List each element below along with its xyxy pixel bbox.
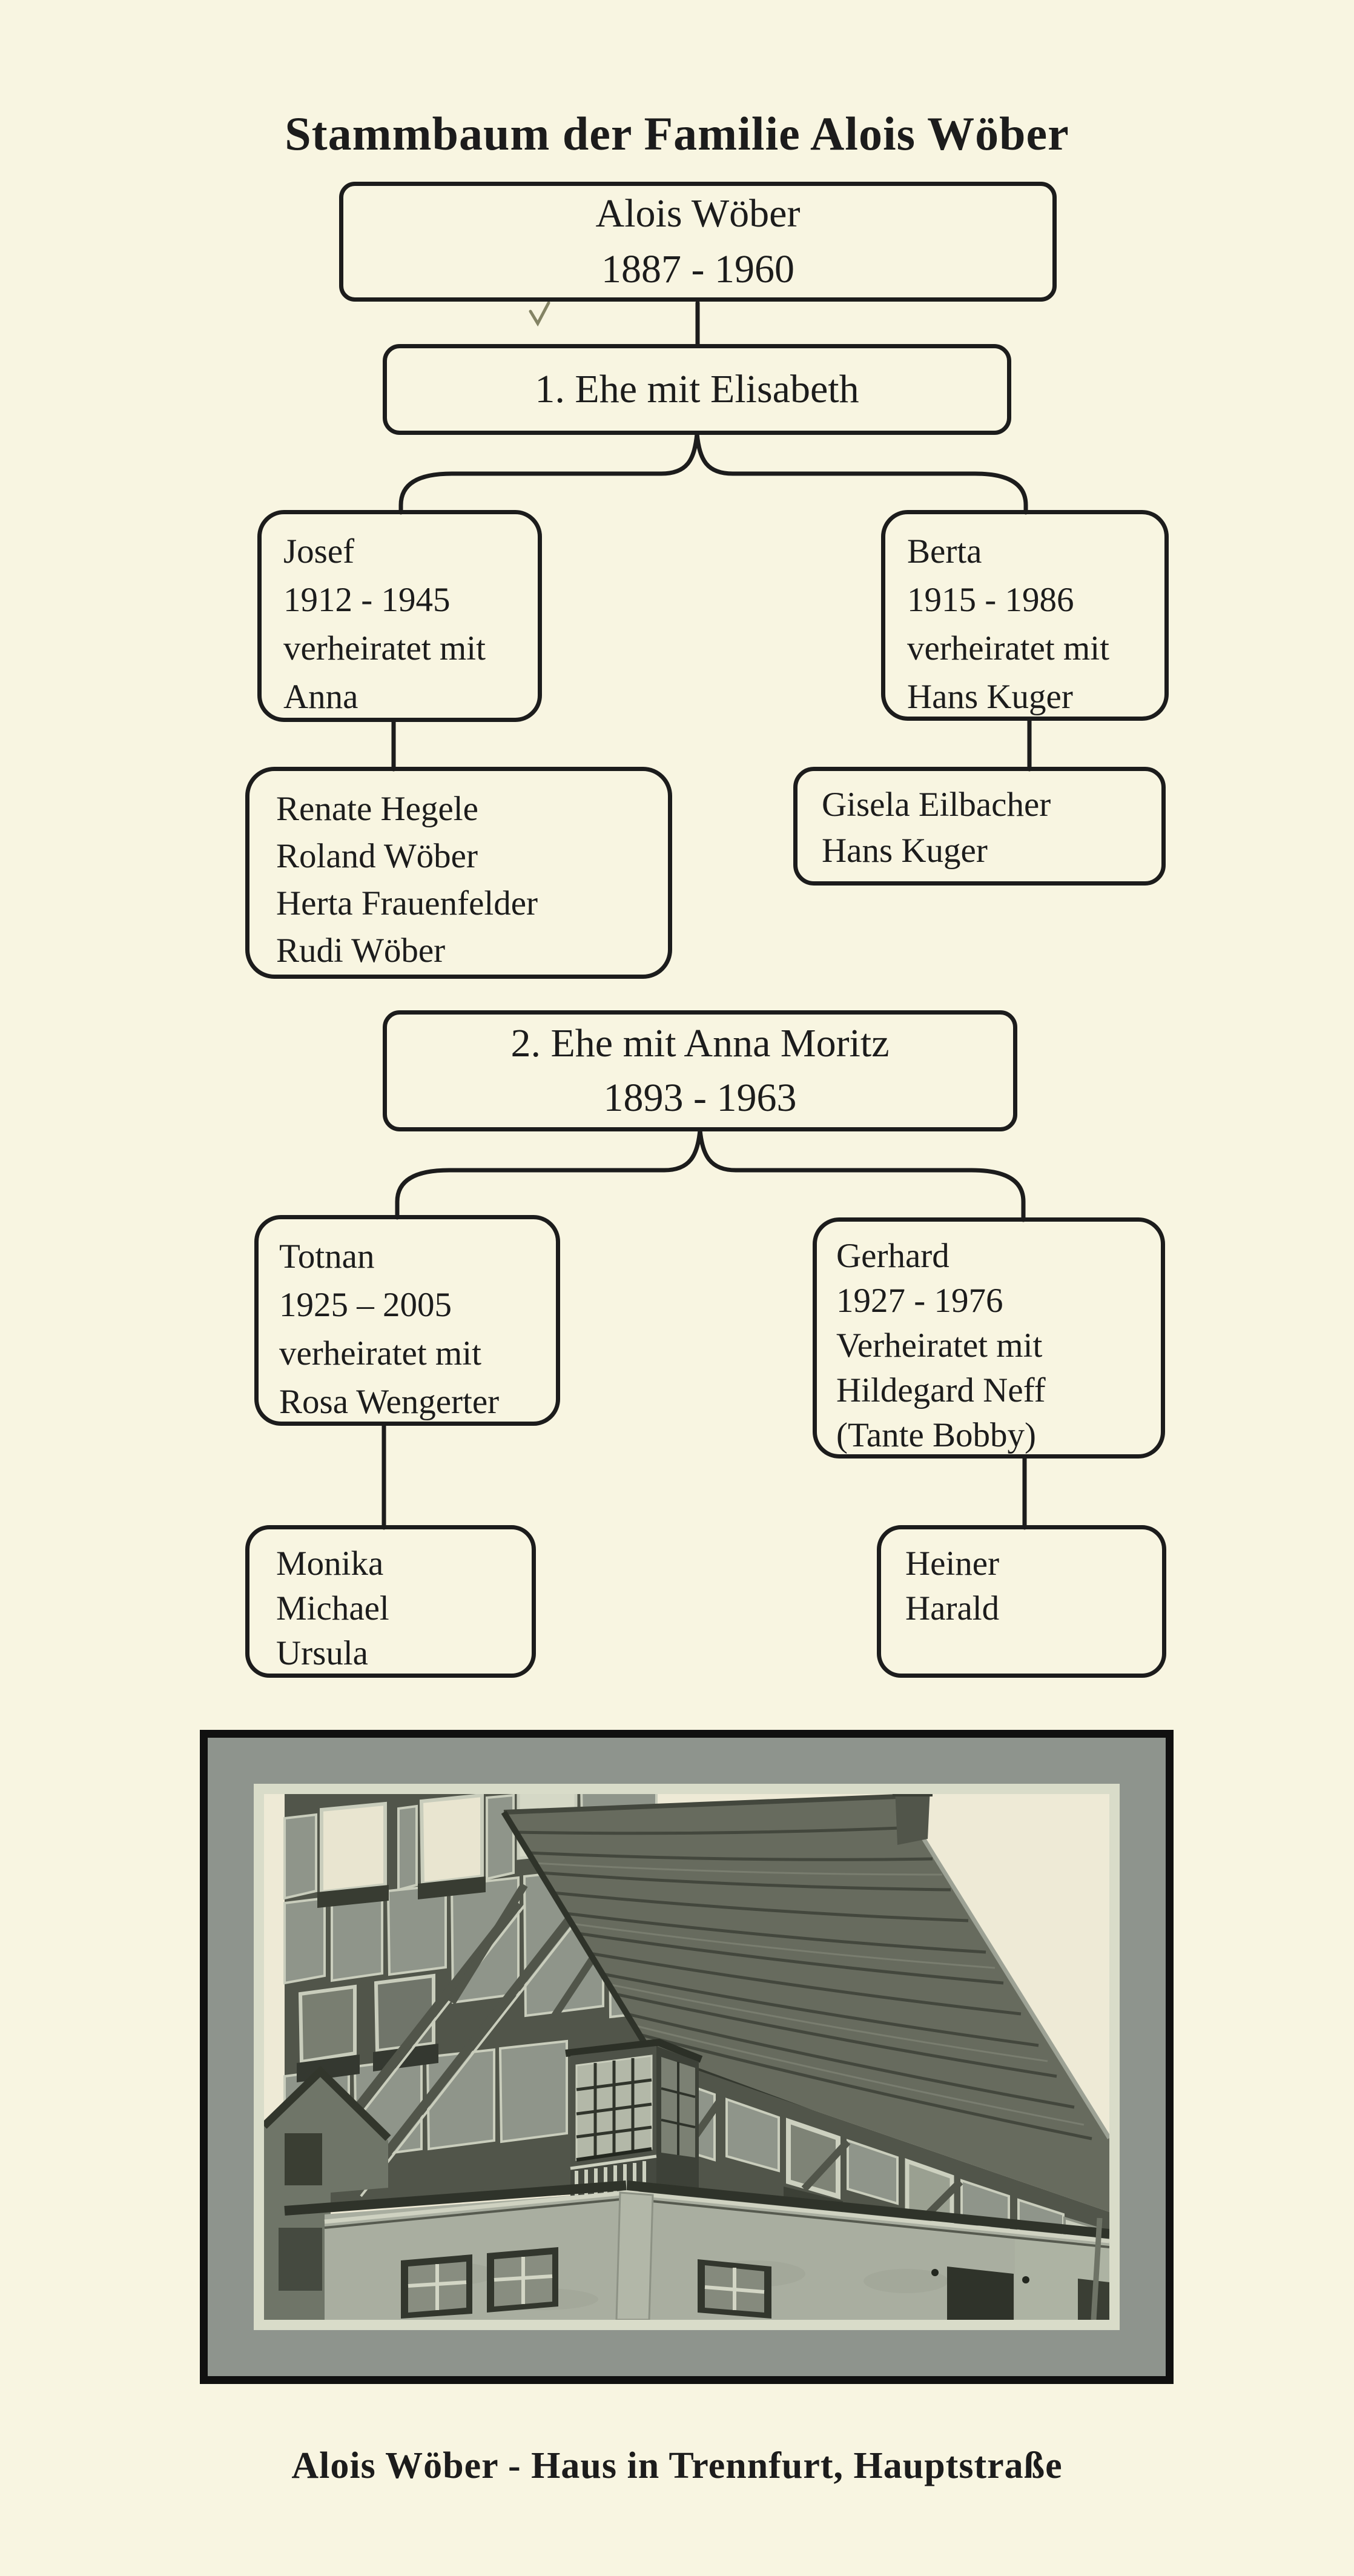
stray-pen-mark [530,303,549,323]
box-text-line: Josef [283,532,355,571]
box-text-line: Monika [276,1545,384,1583]
children-box-josef [245,767,672,979]
box-text-line: 1893 - 1963 [603,1076,797,1120]
children-box-berta [793,767,1166,886]
box-text-line: Rosa Wengerter [279,1383,500,1421]
brace-marriage2-left [397,1130,700,1217]
box-text-line: Rudi Wöber [276,932,446,970]
box-text-line: 1915 - 1986 [907,581,1074,619]
box-text-line: Anna [283,678,358,716]
box-text-line: Totnan [279,1237,375,1276]
box-text-line: Berta [907,532,982,571]
house-photo [264,1794,1109,2320]
box-text-line: 1887 - 1960 [601,247,794,291]
box-text-line: Heiner [905,1545,1000,1583]
photo-frame [200,1730,1174,2384]
box-text-line: Herta Frauenfelder [276,884,538,922]
box-text-line: verheiratet mit [283,629,486,667]
children-box-totnan [245,1525,536,1678]
photo-mat [208,1738,1166,2376]
box-text-line: Renate Hegele [276,790,478,828]
person-box-gerhard [813,1217,1165,1459]
box-text-line: Roland Wöber [276,837,478,875]
photo-inner-border [254,1784,1120,2330]
person-box-totnan [254,1215,560,1426]
box-text-line: Alois Wöber [595,191,801,236]
box-text-line: Verheiratet mit [836,1326,1043,1365]
box-text-line: 1925 – 2005 [279,1286,452,1324]
person-box-josef [257,510,542,722]
box-text-line: Gerhard [836,1237,949,1275]
box-text-line: (Tante Bobby) [836,1416,1037,1454]
marriage-box-elisabeth [383,344,1011,435]
box-text-line: Harald [905,1589,1000,1627]
brace-marriage1-right [697,434,1026,512]
box-text-line: Ursula [276,1634,368,1672]
person-box-berta [881,510,1169,721]
chimney [893,1794,933,1845]
box-text-line: 1912 - 1945 [283,581,451,619]
box-text-line: Hildegard Neff [836,1371,1046,1409]
box-text-line: 2. Ehe mit Anna Moritz [510,1021,890,1065]
box-text-line: 1927 - 1976 [836,1282,1003,1320]
box-text-line: Michael [276,1589,389,1627]
box-text-line: verheiratet mit [907,629,1109,667]
page-title: Stammbaum der Familie Alois Wöber [285,107,1069,160]
box-text-line: verheiratet mit [279,1334,481,1372]
children-box-gerhard [877,1525,1166,1678]
person-box-alois [339,182,1057,302]
brace-marriage1-left [401,434,697,512]
photo-caption: Alois Wöber - Haus in Trennfurt, Hauptstraße [291,2445,1063,2486]
box-text-line: Hans Kuger [822,832,988,870]
box-text-line: Hans Kuger [907,678,1073,716]
corner-pilaster [616,2193,653,2320]
box-text-line: 1. Ehe mit Elisabeth [535,367,859,411]
box-text-line: Gisela Eilbacher [822,786,1051,824]
brace-marriage2-right [700,1130,1023,1220]
marriage-box-anna-moritz [383,1010,1017,1131]
